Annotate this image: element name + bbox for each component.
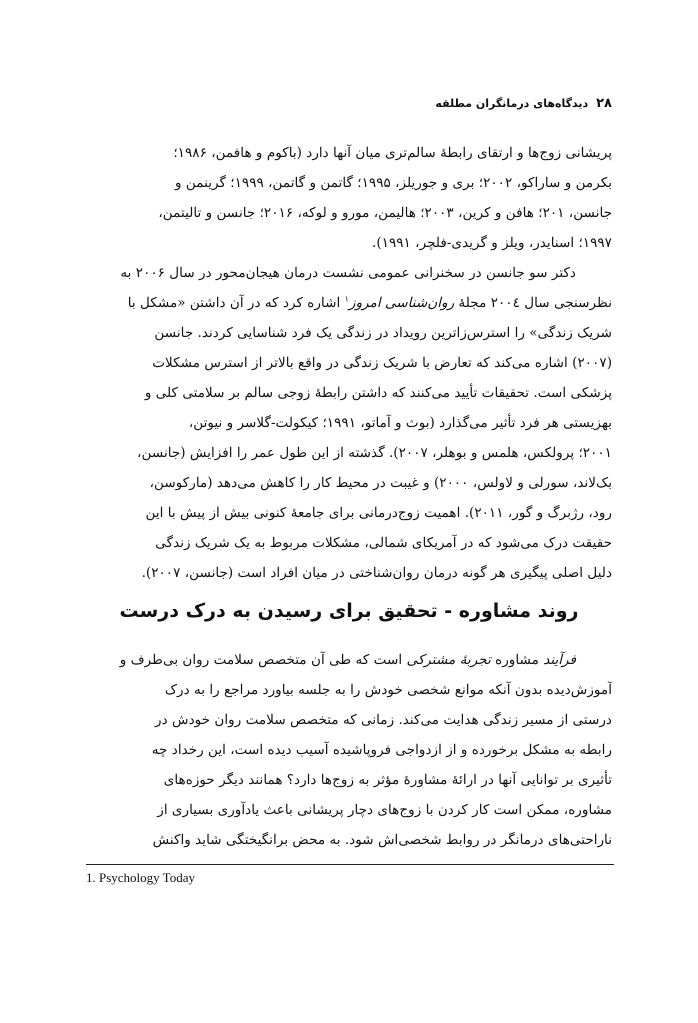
text-line: آموزش‌دیده بدون آنکه موانع شخصی خودش را به جلسه بیاورد مراجع را به درک — [164, 682, 612, 698]
running-header — [86, 96, 612, 112]
text-line: تأثیری بر توانایی آنها در ارائهٔ مشاورهٔ مؤثر به زوج‌ها دارد؟ همانند دیگر حوزه‌های — [163, 772, 612, 788]
text-line: رابطه به مشکل برخورده و از ازدواجی فروپاشیده آسیب دیده است، این رخداد چه — [151, 742, 612, 758]
text-line: پریشانی زوج‌ها و ارتقای رابطهٔ سالم‌تری میان آنها دارد (باکوم و هافمن، ۱۹۸۶؛ — [173, 145, 612, 161]
italic-term: تجربهٔ مشترکی — [406, 652, 491, 668]
text-line — [86, 645, 612, 675]
text-line: بک‌لاند، سورلی و لاولس، ۲۰۰۰) و غیبت در محیط کار را کاهش می‌دهد (مارکوسن، — [149, 475, 612, 491]
footnote-marker: ۱ — [344, 294, 349, 304]
running-title: دیدگاه‌های درمانگران مطلقه — [435, 97, 589, 110]
footnote-divider — [86, 864, 614, 865]
text-line: حقیقت درک می‌شود که در آمریکای شمالی، مشکلات مربوط به یک شریک زندگی — [155, 535, 612, 551]
text-line: پزشکی است. تحقیقات تأیید می‌کنند که داشتن رابطهٔ زوجی سالم بر سلامتی کلی و — [144, 385, 612, 401]
text-line: بهزیستی هر فرد تأثیر می‌گذارد (بوث و آماتو، ۱۹۹۱؛ کیکولت-گلاسر و نیوتن، — [188, 415, 612, 431]
text-line: ناراحتی‌های درمانگر در روابط شخصی‌اش شود. به محض برانگیختگی شاید واکنش — [152, 832, 612, 848]
paragraph-1 — [86, 138, 612, 258]
text-line: جانسن، ۲۰۱؛ هافن و کرین، ۲۰۰۳؛ هالیمن، مورو و لوکه، ۲۰۱۶؛ جانسن و تالیتمن، — [158, 205, 612, 221]
paragraph-3 — [86, 645, 612, 855]
text-fragment: مشاوره — [490, 652, 544, 668]
text-line: ۱۹۹۷؛ اسنایدر، ویلز و گریدی-فلچر، ۱۹۹۱). — [372, 235, 612, 251]
text-fragment: است که طی آن متخصص سلامت روان بی‌طرف و — [119, 652, 407, 668]
text-line: (۲۰۰۷) اشاره می‌کند که تعارض با شریک زندگی در واقع بالاتر از استرس مشکلات — [152, 355, 612, 371]
text-line: بکرمن و ساراکو، ۲۰۰۲؛ بری و جوریلز، ۱۹۹۵؛ گاتمن و گاتمن، ۱۹۹۹؛ گرینمن و — [175, 175, 612, 191]
text-line: مشاوره، ممکن است کار کردن با زوج‌های دچار پریشانی باعث یادآوری بسیاری از — [157, 802, 612, 818]
footnote: 1. Psychology Today — [86, 870, 195, 885]
text-fragment: نظرسنجی سال ۲۰۰٤ مجلهٔ — [454, 295, 612, 311]
text-line: درستی از مسیر زندگی هدایت می‌کند. زمانی که متخصص سلامت روان خودش در — [155, 712, 612, 728]
section-heading: روند مشاوره - تحقیق برای رسیدن به درک درست — [119, 600, 579, 622]
text-line — [86, 288, 612, 318]
italic-term: فرآیند — [543, 652, 576, 668]
text-line: ۲۰۰۱؛ پرولکس، هلمس و بوهلر، ۲۰۰۷). گذشته از این طول عمر را افزایش (جانسن، — [137, 445, 612, 461]
paragraph-2 — [86, 258, 612, 588]
page-number: ۲۸ — [596, 96, 612, 111]
text-line: دلیل اصلی پیگیری هر گونه درمان روان‌شناختی در میان افراد است (جانسن، ۲۰۰۷). — [141, 565, 612, 581]
journal-name: روان‌شناسی امروز — [348, 295, 455, 311]
text-fragment: اشاره کرد که در آن داشتن «مشکل با — [127, 295, 345, 311]
text-line: شریک زندگی» را استرس‌زاترین رویداد در زندگی یک فرد شناسایی کردند. جانسن — [154, 325, 612, 341]
text-line: رود، رژبرگ و گور، ۲۰۱۱). اهمیت زوج‌درمانی برای جامعهٔ کنونی بیش از پیش با این — [145, 505, 612, 521]
text-line: دکتر سو جانسن در سخنرانی عمومی نشست درمان هیجان‌محور در سال ۲۰۰۶ به — [120, 265, 576, 281]
